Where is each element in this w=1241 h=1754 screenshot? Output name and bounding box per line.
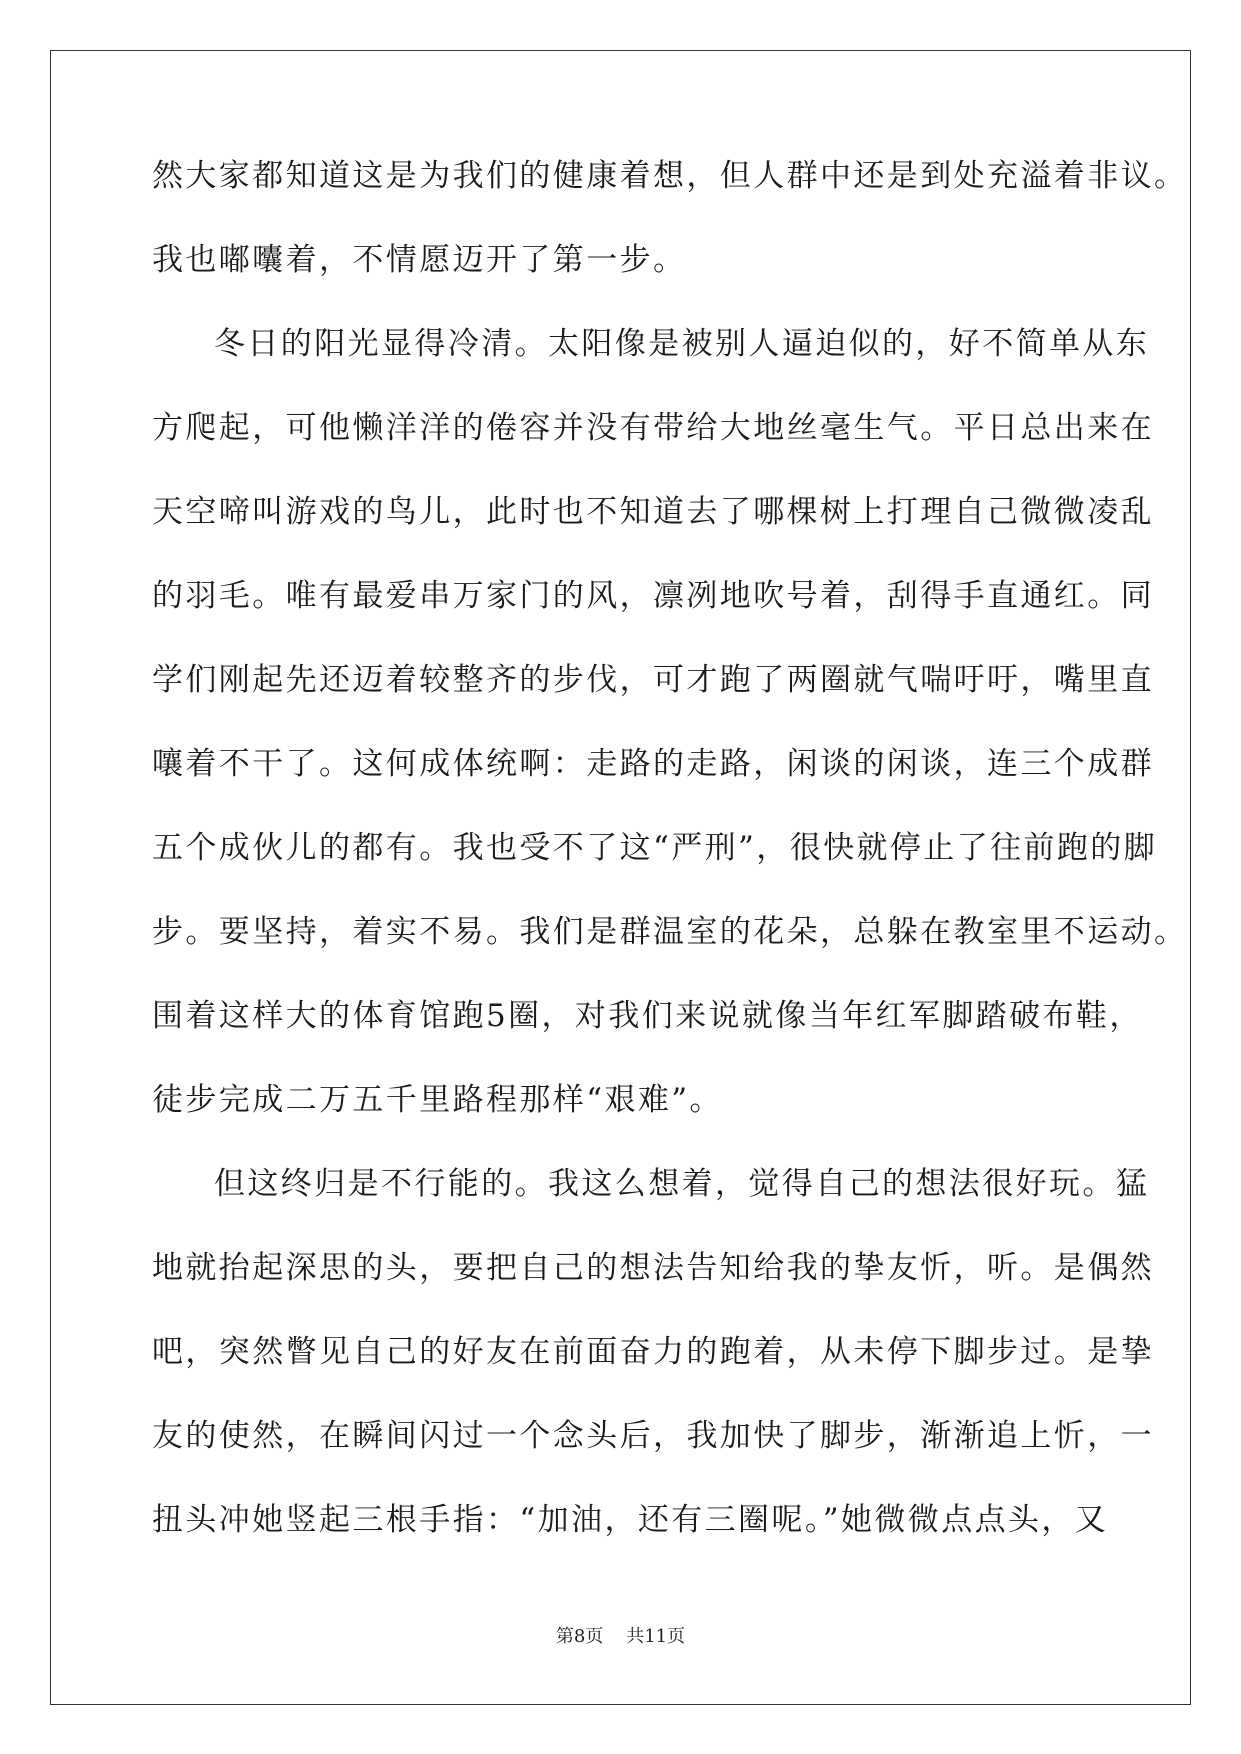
text-line: 学们刚起先还迈着较整齐的步伐，可才跑了两圈就气喘吁吁，嘴里直 [152, 662, 1154, 698]
text-line: 我也嘟囔着，不情愿迈开了第一步。 [152, 242, 687, 278]
text-line: 步。要坚持，着实不易。我们是群温室的花朵，总躲在教室里不运动。 [152, 914, 1188, 950]
page-total: 共11页 [626, 1626, 686, 1647]
text-line: 徒步完成二万五千里路程那样“艰难”。 [152, 1082, 723, 1118]
text-line: 方爬起，可他懒洋洋的倦容并没有带给大地丝毫生气。平日总出来在 [152, 410, 1154, 446]
text-line: 冬日的阳光显得冷清。太阳像是被别人逼迫似的，好不简单从东 [214, 326, 1150, 362]
text-line: 但这终归是不行能的。我这么想着，觉得自己的想法很好玩。猛 [214, 1166, 1150, 1202]
text-line: 然大家都知道这是为我们的健康着想，但人群中还是到处充溢着非议。 [152, 158, 1188, 194]
page-number: 第8页 [555, 1626, 604, 1647]
text-line: 的羽毛。唯有最爱串万家门的风，凛冽地吹号着，刮得手直通红。同 [152, 578, 1154, 614]
text-line: 吧，突然瞥见自己的好友在前面奋力的跑着，从未停下脚步过。是挚 [152, 1334, 1154, 1370]
text-line: 围着这样大的体育馆跑5圈，对我们来说就像当年红军脚踏破布鞋， [152, 998, 1143, 1034]
text-line: 天空啼叫游戏的鸟儿，此时也不知道去了哪棵树上打理自己微微凌乱 [152, 494, 1154, 530]
text-line: 地就抬起深思的头，要把自己的想法告知给我的挚友忻，听。是偶然 [152, 1250, 1154, 1286]
document-body [152, 158, 1188, 1562]
text-line: 友的使然，在瞬间闪过一个念头后，我加快了脚步，渐渐追上忻，一 [152, 1418, 1154, 1454]
text-line: 扭头冲她竖起三根手指：“加油，还有三圈呢。”她微微点点头，又 [152, 1502, 1109, 1538]
text-line: 五个成伙儿的都有。我也受不了这“严刑”，很快就停止了往前跑的脚 [152, 830, 1158, 866]
page-footer [0, 1622, 1241, 1648]
text-line: 嚷着不干了。这何成体统啊：走路的走路，闲谈的闲谈，连三个成群 [152, 746, 1154, 782]
